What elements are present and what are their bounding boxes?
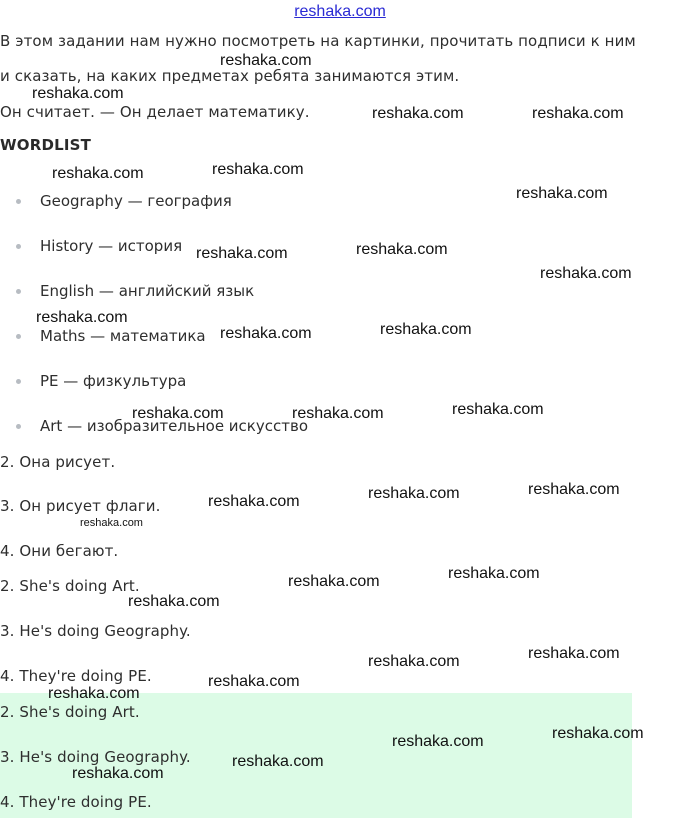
- watermark: reshaka.com: [516, 185, 608, 202]
- site-link[interactable]: reshaka.com: [294, 3, 386, 20]
- watermark: reshaka.com: [80, 517, 143, 529]
- bullet-icon: [16, 289, 21, 294]
- wordlist-item: History — история: [40, 237, 183, 255]
- watermark: reshaka.com: [392, 733, 484, 750]
- translation-line: 3. Он рисует флаги.: [0, 497, 161, 515]
- watermark: reshaka.com: [288, 573, 380, 590]
- watermark: reshaka.com: [36, 309, 128, 326]
- watermark: reshaka.com: [452, 401, 544, 418]
- translation-line: 4. Они бегают.: [0, 542, 119, 560]
- watermark: reshaka.com: [72, 765, 164, 782]
- watermark: reshaka.com: [48, 685, 140, 702]
- watermark: reshaka.com: [532, 105, 624, 122]
- site-header: [0, 0, 680, 24]
- watermark: reshaka.com: [356, 241, 448, 258]
- watermark: reshaka.com: [528, 645, 620, 662]
- wordlist-item: Geography — география: [40, 192, 232, 210]
- bullet-icon: [16, 199, 21, 204]
- watermark: reshaka.com: [380, 321, 472, 338]
- intro-line-1: В этом задании нам нужно посмотреть на картинки, прочитать подписи к ним: [0, 32, 636, 50]
- answer-line: 2. She's doing Art.: [0, 577, 140, 595]
- watermark: reshaka.com: [368, 485, 460, 502]
- highlighted-answer-line: 3. He's doing Geography.: [0, 748, 191, 766]
- bullet-icon: [16, 379, 21, 384]
- watermark: reshaka.com: [448, 565, 540, 582]
- wordlist-item: Art — изобразительное искусство: [40, 417, 308, 435]
- watermark: reshaka.com: [372, 105, 464, 122]
- watermark: reshaka.com: [232, 753, 324, 770]
- wordlist-item: English — английский язык: [40, 282, 255, 300]
- watermark: reshaka.com: [208, 673, 300, 690]
- answer-line: 4. They're doing PE.: [0, 667, 152, 685]
- highlighted-answer-line: 4. They're doing PE.: [0, 793, 152, 811]
- watermark: reshaka.com: [212, 161, 304, 178]
- watermark: reshaka.com: [220, 52, 312, 69]
- watermark: reshaka.com: [208, 493, 300, 510]
- wordlist-heading: WORDLIST: [0, 136, 92, 154]
- highlighted-answer-line: 2. She's doing Art.: [0, 703, 140, 721]
- watermark: reshaka.com: [128, 593, 220, 610]
- watermark: reshaka.com: [552, 725, 644, 742]
- watermark: reshaka.com: [368, 653, 460, 670]
- watermark: reshaka.com: [528, 481, 620, 498]
- bullet-icon: [16, 334, 21, 339]
- watermark: reshaka.com: [132, 405, 224, 422]
- watermark: reshaka.com: [52, 165, 144, 182]
- wordlist-item: PE — физкультура: [40, 372, 187, 390]
- watermark: reshaka.com: [220, 325, 312, 342]
- wordlist-item: Maths — математика: [40, 327, 206, 345]
- answer-line: 3. He's doing Geography.: [0, 622, 191, 640]
- translation-line: 2. Она рисует.: [0, 453, 116, 471]
- example-sentence: Он считает. — Он делает математику.: [0, 103, 310, 121]
- watermark: reshaka.com: [32, 85, 124, 102]
- bullet-icon: [16, 244, 21, 249]
- intro-line-2: и сказать, на каких предметах ребята занимаются этим.: [0, 67, 460, 85]
- bullet-icon: [16, 424, 21, 429]
- watermark: reshaka.com: [292, 405, 384, 422]
- watermark: reshaka.com: [540, 265, 632, 282]
- watermark: reshaka.com: [196, 245, 288, 262]
